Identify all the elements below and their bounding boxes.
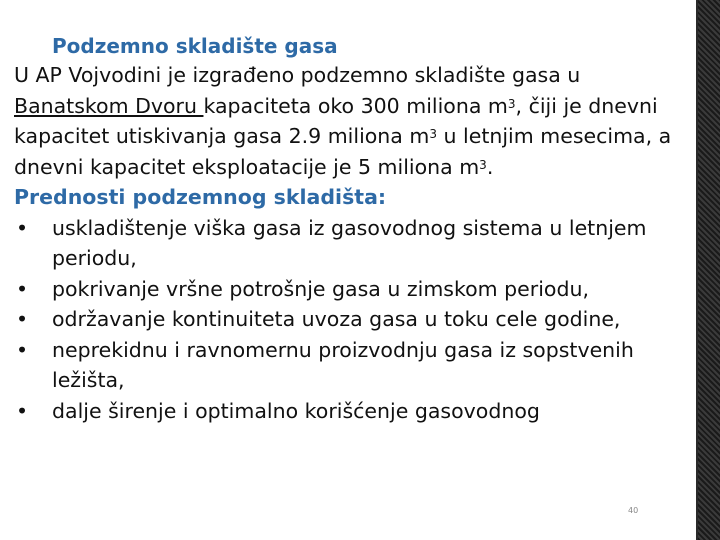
bullet-icon: •: [16, 276, 29, 301]
list-item-text: uskladištenje viška gasa iz gasovodnog sistema u letnjem periodu,: [52, 215, 647, 270]
paragraph-text-2: kapaciteta oko 300 miliona m: [203, 93, 508, 118]
bullet-icon: •: [16, 337, 29, 362]
advantages-heading: Prednosti podzemnog skladišta:: [14, 185, 387, 209]
list-item-text: pokrivanje vršne potrošnje gasa u zimskom periodu,: [52, 276, 589, 301]
intro-paragraph: [14, 60, 674, 182]
paragraph-text-4: u letnjim mesecima, a dnevni kapacitet eksploatacije je 5 miliona m: [14, 124, 672, 179]
paragraph-text-3: , čiji je dnevni kapacitet utiskivanja gasa 2.9 miliona m: [14, 93, 658, 148]
list-item-text: održavanje kontinuiteta uvoza gasa u toku cele godine,: [52, 307, 621, 331]
list-item: [14, 304, 674, 335]
superscript-3: 3: [507, 96, 516, 111]
paragraph-text-5: .: [486, 154, 494, 179]
list-item: [14, 335, 674, 396]
list-item-text: dalje širenje i optimalno korišćenje gasovodnog: [52, 398, 540, 423]
advantages-list: [14, 213, 674, 427]
bullet-icon: •: [16, 215, 29, 240]
list-item: [14, 396, 674, 427]
bullet-icon: •: [16, 307, 29, 331]
slide-title: Podzemno skladište gasa: [52, 34, 338, 58]
location-underlined: Banatskom Dvoru: [14, 93, 204, 118]
list-item: [14, 213, 674, 274]
paragraph-text-1: U AP Vojvodini je izgrađeno podzemno skladište gasa u: [14, 63, 581, 87]
decorative-side-strip: [698, 0, 720, 540]
list-item: [14, 274, 674, 305]
bullet-icon: •: [16, 398, 29, 423]
slide-content: [14, 32, 674, 426]
superscript-3: 3: [479, 157, 487, 172]
superscript-3: 3: [429, 127, 437, 141]
list-item-text: neprekidnu i ravnomernu proizvodnju gasa iz sopstvenih ležišta,: [52, 337, 634, 392]
page-number: 40: [628, 506, 639, 515]
